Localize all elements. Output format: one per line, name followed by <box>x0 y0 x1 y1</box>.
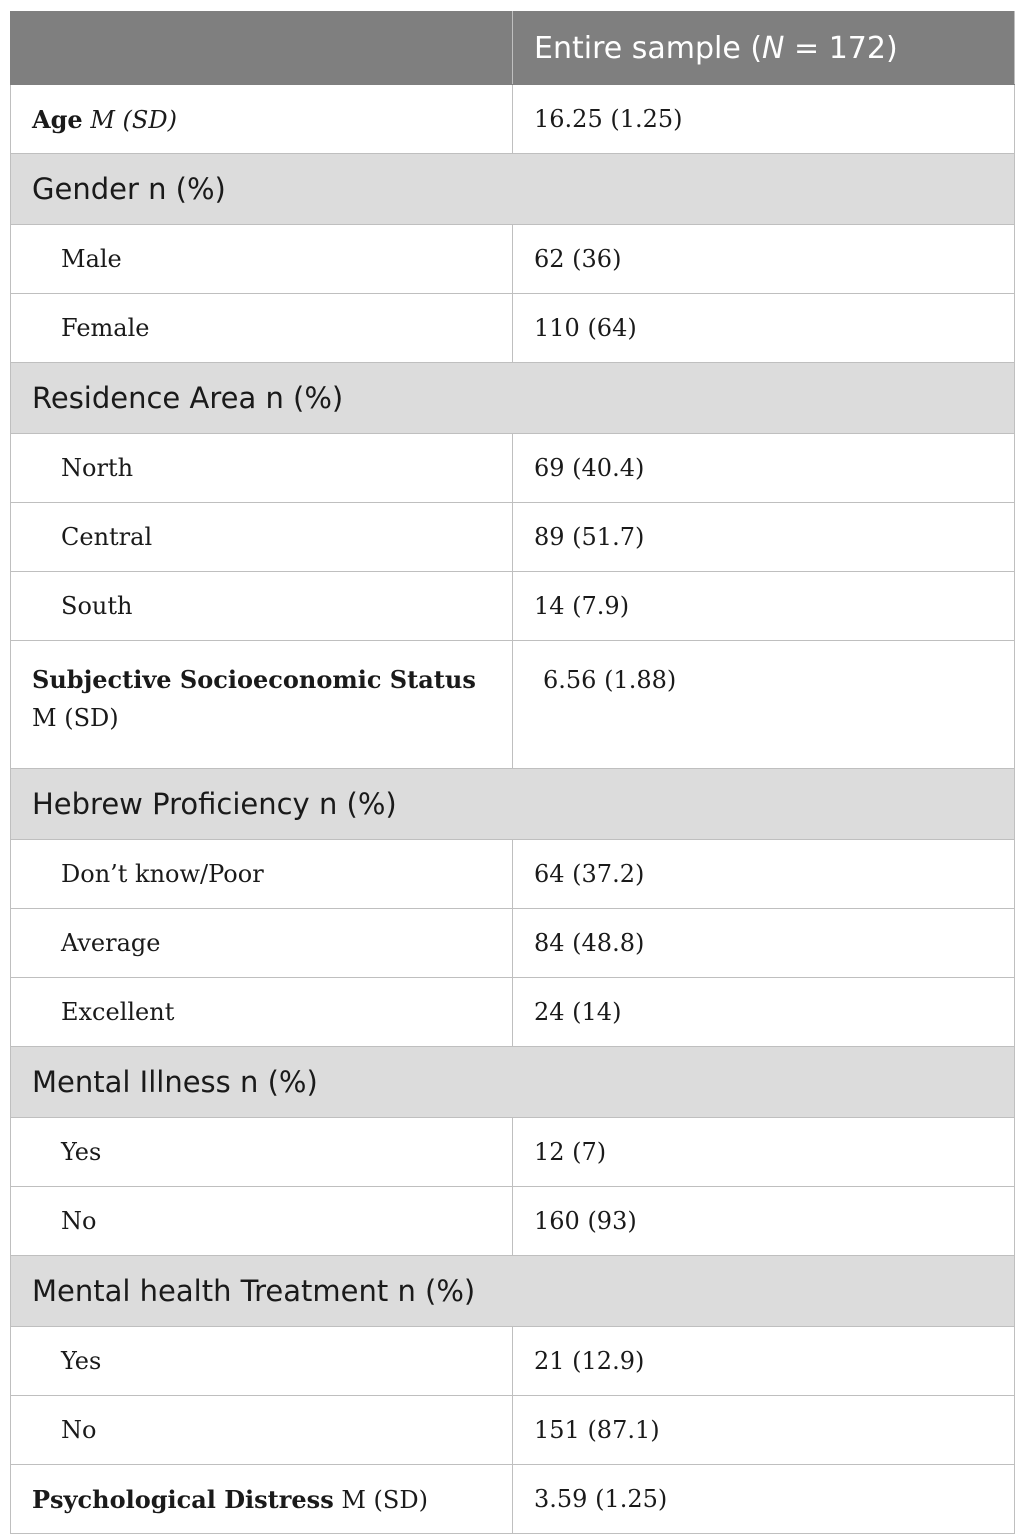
group-row-treatment <box>11 1256 1015 1327</box>
age-label-bold: Age <box>32 104 83 134</box>
ses-value: 6.56 (1.88) <box>513 641 1015 769</box>
header-suffix: = 172) <box>784 30 898 66</box>
treatment-no-value: 151 (87.1) <box>513 1396 1015 1465</box>
header-n-italic: N <box>762 30 785 66</box>
north-label: North <box>11 434 513 503</box>
residence-group-label: Residence Area n (%) <box>11 363 1015 434</box>
hebrew-excellent-value: 24 (14) <box>513 978 1015 1047</box>
mental-illness-no-value: 160 (93) <box>513 1187 1015 1256</box>
treatment-yes-value: 21 (12.9) <box>513 1327 1015 1396</box>
female-label: Female <box>11 294 513 363</box>
table-row-male <box>11 225 1015 294</box>
table-row-hebrew-poor <box>11 840 1015 909</box>
hebrew-poor-value: 64 (37.2) <box>513 840 1015 909</box>
distress-label-rest: M (SD) <box>333 1485 428 1514</box>
table-row-treatment-no <box>11 1396 1015 1465</box>
ses-label-bold: Subjective Socioeconomic Status <box>32 665 476 694</box>
group-row-mental-illness <box>11 1047 1015 1118</box>
table-row-south <box>11 572 1015 641</box>
table-row-hebrew-excellent <box>11 978 1015 1047</box>
age-label <box>11 85 513 154</box>
hebrew-group-label: Hebrew Proficiency n (%) <box>11 769 1015 840</box>
male-label: Male <box>11 225 513 294</box>
central-value: 89 (51.7) <box>513 503 1015 572</box>
group-row-hebrew <box>11 769 1015 840</box>
hebrew-average-label: Average <box>11 909 513 978</box>
demographics-table <box>10 11 1015 1534</box>
age-label-italic: M (SD) <box>90 105 177 134</box>
male-value: 62 (36) <box>513 225 1015 294</box>
hebrew-average-value: 84 (48.8) <box>513 909 1015 978</box>
treatment-group-label: Mental health Treatment n (%) <box>11 1256 1015 1327</box>
table-row-central <box>11 503 1015 572</box>
distress-label-bold: Psychological Distress <box>32 1484 334 1514</box>
ses-label-rest: M (SD) <box>32 704 119 732</box>
table-header-row <box>11 12 1015 85</box>
female-value: 110 (64) <box>513 294 1015 363</box>
table-row-female <box>11 294 1015 363</box>
demographics-table-container <box>10 11 1014 1534</box>
mental-illness-group-label: Mental Illness n (%) <box>11 1047 1015 1118</box>
south-label: South <box>11 572 513 641</box>
table-row-mental-illness-no <box>11 1187 1015 1256</box>
mental-illness-yes-label: Yes <box>11 1118 513 1187</box>
table-row-age <box>11 85 1015 154</box>
treatment-no-label: No <box>11 1396 513 1465</box>
age-value: 16.25 (1.25) <box>513 85 1015 154</box>
south-value: 14 (7.9) <box>513 572 1015 641</box>
north-value: 69 (40.4) <box>513 434 1015 503</box>
table-row-treatment-yes <box>11 1327 1015 1396</box>
ses-label <box>11 641 513 769</box>
treatment-yes-label: Yes <box>11 1327 513 1396</box>
distress-label <box>11 1465 513 1534</box>
mental-illness-no-label: No <box>11 1187 513 1256</box>
group-row-residence <box>11 363 1015 434</box>
hebrew-excellent-label: Excellent <box>11 978 513 1047</box>
distress-value: 3.59 (1.25) <box>513 1465 1015 1534</box>
table-row-ses <box>11 641 1015 769</box>
header-prefix: Entire sample ( <box>534 30 763 66</box>
header-variable-cell <box>11 12 513 85</box>
table-row-hebrew-average <box>11 909 1015 978</box>
table-row-distress <box>11 1465 1015 1534</box>
table-row-mental-illness-yes <box>11 1118 1015 1187</box>
mental-illness-yes-value: 12 (7) <box>513 1118 1015 1187</box>
group-row-gender <box>11 154 1015 225</box>
central-label: Central <box>11 503 513 572</box>
hebrew-poor-label: Don’t know/Poor <box>11 840 513 909</box>
table-row-north <box>11 434 1015 503</box>
gender-group-label: Gender n (%) <box>11 154 1015 225</box>
header-entire-sample-cell <box>513 12 1015 85</box>
